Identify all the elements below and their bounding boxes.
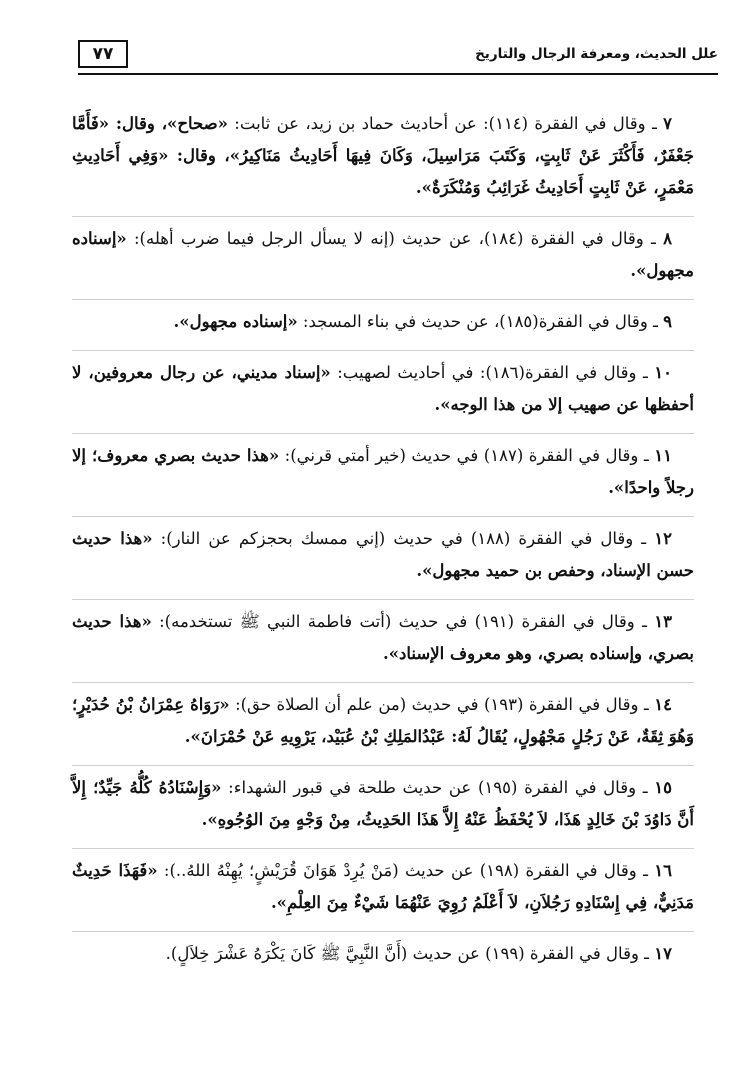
- paragraph-number: ١٥: [654, 778, 672, 797]
- paragraph-text: ـ وقال في الفقرة (١٩١) في حديث (أتت فاطمة النبي ﷺ تستخدمه):: [151, 612, 647, 631]
- paragraph-15: [72, 772, 694, 836]
- paragraph-number: ٩: [663, 312, 672, 331]
- paragraph-12: [72, 523, 694, 587]
- quoted-verdict: «إسناد مديني، عن رجال معروفين، لا أحفظها عن صهيب إلا من هذا الوجه».: [72, 363, 694, 414]
- paragraph-text: ـ وقال في الفقرة (١٩٨) عن حديث (مَنْ يُرِدْ هَوَانَ قُرَيْشٍ؛ يُهِنْهُ اللهُ..):: [157, 861, 648, 880]
- paragraph-divider: [72, 299, 694, 300]
- paragraph-13: [72, 606, 694, 670]
- quoted-verdict: «إسناده مجهول».: [72, 229, 694, 280]
- quoted-verdict: «هذا حديث بصري معروف؛ إلا رجلاً واحدًا».: [72, 446, 694, 497]
- paragraph-text: ـ وقال في الفقرة (١٨٧) في حديث (خير أمتي قرني):: [279, 446, 649, 465]
- paragraph-number: ١٦: [654, 861, 672, 880]
- page-number: ٧٧: [92, 44, 114, 64]
- quoted-verdict: «إسناده مجهول».: [173, 312, 298, 331]
- quoted-verdict: «وَإِسْنَادُهُ كُلُّهُ جَيِّدٌ؛ إِلاَّ أَنَّ دَاوُدَ بْنَ خَالِدٍ هَذَا، لاَ يُحْفَظُ عَنْهُ إِلاَّ هَذَا الحَدِيثُ، مِنْ وَجْهٍ مِنَ الوُجُوهِ».: [72, 778, 694, 829]
- paragraph-number: ١٧: [654, 944, 672, 963]
- paragraph-number: ١١: [654, 446, 672, 465]
- paragraph-number: ٧: [663, 114, 672, 133]
- paragraph-9: [72, 306, 694, 338]
- paragraph-17: [72, 938, 694, 970]
- paragraph-divider: [72, 350, 694, 351]
- header-rule: [78, 73, 718, 75]
- paragraph-number: ١٣: [654, 612, 672, 631]
- quoted-verdict: «صحاح»، وقال: «فَأَمَّا جَعْفَرٌ، فَأَكْثَرَ عَنْ ثَابِتٍ، وَكَتَبَ مَرَاسِيلَ، وَكَانَ فِيهَا أَحَادِيثُ مَنَاكِيرُ»، وقال: «وَفِي أَحَادِيثِ مَعْمَرٍ، عَنْ ثَابِتٍ أَحَادِيثُ غَرَائِبُ وَمُنْكَرَةٌ».: [72, 114, 694, 197]
- paragraph-text: ـ وقال في الفقرة (١٨٤)، عن حديث (إنه لا يسأل الرجل فيما ضرب أهله):: [126, 229, 656, 248]
- paragraph-number: ١٠: [654, 363, 672, 382]
- quoted-verdict: «هذا حديث حسن الإسناد، وحفص بن حميد مجهول».: [72, 529, 694, 580]
- paragraph-divider: [72, 599, 694, 600]
- paragraph-divider: [72, 216, 694, 217]
- paragraph-number: ٨: [663, 229, 672, 248]
- paragraph-divider: [72, 516, 694, 517]
- paragraph-7: [72, 108, 694, 204]
- paragraph-10: [72, 357, 694, 421]
- running-header: [78, 40, 718, 74]
- body-text: [72, 108, 694, 982]
- paragraph-number: ١٤: [654, 695, 672, 714]
- paragraph-text: ـ وقال في الفقرة (١٩٩) عن حديث (أَنَّ النَّبِيَّ ﷺ كَانَ يَكْرَهُ عَشْرَ خِلاَلٍ).: [165, 944, 650, 963]
- paragraph-number: ١٢: [654, 529, 672, 548]
- paragraph-text: ـ وقال في الفقرة(١٨٥)، عن حديث في بناء المسجد:: [297, 312, 658, 331]
- paragraph-text: ـ وقال في الفقرة (١٩٥) عن حديث طلحة في قبور الشهداء:: [221, 778, 648, 797]
- paragraph-text: ـ وقال في الفقرة (١١٤): عن أحاديث حماد بن زيد، عن ثابت:: [227, 114, 657, 133]
- page-number-box: [78, 40, 128, 68]
- paragraph-divider: [72, 848, 694, 849]
- paragraph-16: [72, 855, 694, 919]
- paragraph-text: ـ وقال في الفقرة(١٨٦): في أحاديث لصهيب:: [330, 363, 648, 382]
- quoted-verdict: «فَهَذَا حَدِيثٌ مَدَنِيٌّ، فِي إِسْنَادِهِ رَجُلاَنِ، لاَ أَعْلَمُ رُوِيَ عَنْهُمَا شَيْءٌ مِنَ العِلْمِ».: [72, 861, 694, 912]
- quoted-verdict: «هذا حديث بصري، وإسناده بصري، وهو معروف الإسناد».: [72, 612, 694, 663]
- book-title: علل الحديث، ومعرفة الرجال والتاريخ: [475, 46, 718, 62]
- paragraph-divider: [72, 433, 694, 434]
- paragraph-14: [72, 689, 694, 753]
- paragraph-divider: [72, 765, 694, 766]
- paragraph-text: ـ وقال في الفقرة (١٨٨) في حديث (إني ممسك بحجزكم عن النار):: [152, 529, 647, 548]
- paragraph-divider: [72, 682, 694, 683]
- quoted-verdict: «رَوَاهُ عِمْرَانُ بْنُ حُدَيْرٍ؛ وَهُوَ ثِقَةٌ، عَنْ رَجُلٍ مَجْهُولٍ، يُقَالُ لَهُ: عَبْدُالمَلِكِ بْنُ عُبَيْد، يَرْوِيهِ عَنْ حُمْرَانَ».: [72, 695, 694, 746]
- paragraph-11: [72, 440, 694, 504]
- paragraph-8: [72, 223, 694, 287]
- paragraph-divider: [72, 931, 694, 932]
- paragraph-text: ـ وقال في الفقرة (١٩٣) في حديث (من علم أن الصلاة حق):: [229, 695, 649, 714]
